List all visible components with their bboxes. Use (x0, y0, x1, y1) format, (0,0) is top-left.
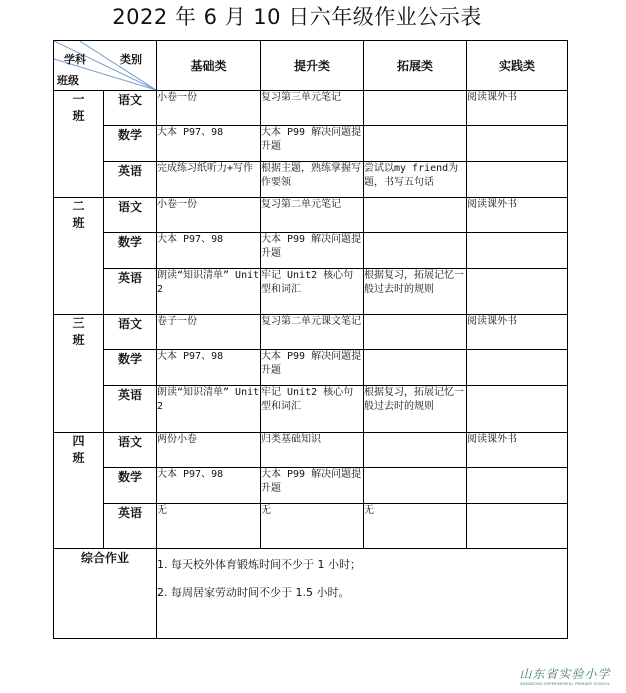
table-row (54, 504, 568, 549)
corner-class-label: 班级 (57, 74, 79, 87)
homework-cell: 复习第二单元笔记 (261, 198, 364, 233)
table-row (54, 162, 568, 198)
homework-cell: 根据主题，熟练掌握写作要领 (261, 162, 364, 198)
homework-cell: 无 (157, 504, 261, 549)
table-row (54, 350, 568, 386)
homework-cell: 阅读课外书 (467, 433, 568, 468)
homework-cell: 牢记 Unit2 核心句型和词汇 (261, 269, 364, 315)
subject-cell: 语文 (104, 315, 157, 350)
homework-cell (364, 433, 467, 468)
table-row (54, 126, 568, 162)
school-logo-english: SHANDONG EXPERIMENTAL PRIMARY SCHOOL (520, 682, 610, 686)
homework-cell (364, 315, 467, 350)
subject-cell: 英语 (104, 386, 157, 433)
homework-cell (467, 233, 568, 269)
homework-cell (467, 386, 568, 433)
homework-cell: 归类基础知识 (261, 433, 364, 468)
class-name-cell (54, 91, 104, 198)
homework-cell (364, 91, 467, 126)
homework-cell (364, 126, 467, 162)
school-logo-name: 山东省实验小学 (519, 667, 611, 681)
homework-cell (467, 162, 568, 198)
homework-cell: 阅读课外书 (467, 91, 568, 126)
table-row (54, 91, 568, 126)
subject-cell: 数学 (104, 350, 157, 386)
subject-cell: 数学 (104, 233, 157, 269)
column-header-basic: 基础类 (157, 41, 261, 91)
homework-cell: 阅读课外书 (467, 315, 568, 350)
homework-cell: 大本 P97、98 (157, 233, 261, 269)
class-name-cell (54, 433, 104, 549)
subject-cell: 语文 (104, 91, 157, 126)
homework-cell: 完成练习纸听力+写作 (157, 162, 261, 198)
homework-cell (467, 504, 568, 549)
column-header-advance: 提升类 (261, 41, 364, 91)
table-row (54, 233, 568, 269)
homework-cell (467, 269, 568, 315)
homework-cell: 大本 P99 解决问题提升题 (261, 233, 364, 269)
table-row (54, 433, 568, 468)
table-body (54, 91, 568, 639)
table-row (54, 269, 568, 315)
homework-cell: 大本 P99 解决问题提升题 (261, 350, 364, 386)
class-name: 四班 (72, 434, 85, 465)
homework-cell: 卷子一份 (157, 315, 261, 350)
corner-header-cell (54, 41, 157, 91)
homework-cell (467, 350, 568, 386)
subject-cell: 语文 (104, 433, 157, 468)
homework-cell: 牢记 Unit2 核心句型和词汇 (261, 386, 364, 433)
homework-cell: 小卷一份 (157, 91, 261, 126)
subject-cell: 语文 (104, 198, 157, 233)
homework-cell: 大本 P97、98 (157, 468, 261, 504)
class-name: 一班 (72, 92, 85, 123)
homework-cell: 尝试以my friend为题，书写五句话 (364, 162, 467, 198)
homework-cell (364, 233, 467, 269)
homework-cell: 两份小卷 (157, 433, 261, 468)
class-name: 三班 (72, 316, 85, 347)
column-header-extension: 拓展类 (364, 41, 467, 91)
homework-table (53, 40, 568, 639)
class-name-cell (54, 315, 104, 433)
homework-cell: 阅读课外书 (467, 198, 568, 233)
table-row (54, 468, 568, 504)
class-name-cell (54, 198, 104, 315)
summary-row (54, 549, 568, 639)
homework-cell (467, 468, 568, 504)
summary-content (157, 549, 568, 639)
homework-cell: 大本 P97、98 (157, 126, 261, 162)
homework-cell: 大本 P97、98 (157, 350, 261, 386)
homework-cell: 朗读“知识清单” Unit 2 (157, 269, 261, 315)
homework-cell: 复习第二单元课文笔记 (261, 315, 364, 350)
homework-cell: 无 (364, 504, 467, 549)
page-title: 2022 年 6 月 10 日六年级作业公示表 (112, 5, 482, 29)
column-header-practice: 实践类 (467, 41, 568, 91)
school-logo (506, 667, 624, 687)
summary-item: 2. 每周居家劳动时间不少于 1.5 小时。 (157, 586, 350, 599)
subject-cell: 英语 (104, 504, 157, 549)
homework-cell: 根据复习，拓展记忆一般过去时的规则 (364, 269, 467, 315)
corner-category-label: 类别 (120, 53, 142, 66)
homework-cell (364, 468, 467, 504)
homework-cell: 大本 P99 解决问题提升题 (261, 126, 364, 162)
homework-cell: 朗读“知识清单” Unit 2 (157, 386, 261, 433)
summary-item: 1. 每天校外体育锻炼时间不少于 1 小时； (157, 558, 361, 571)
homework-cell: 根据复习，拓展记忆一般过去时的规则 (364, 386, 467, 433)
subject-cell: 英语 (104, 269, 157, 315)
homework-cell: 无 (261, 504, 364, 549)
homework-cell (364, 198, 467, 233)
subject-cell: 数学 (104, 468, 157, 504)
table-row (54, 315, 568, 350)
table-row (54, 198, 568, 233)
homework-cell (467, 126, 568, 162)
summary-label: 综合作业 (54, 549, 157, 639)
homework-cell: 大本 P99 解决问题提升题 (261, 468, 364, 504)
header-row (54, 41, 568, 91)
homework-cell: 复习第三单元笔记 (261, 91, 364, 126)
table-row (54, 386, 568, 433)
subject-cell: 英语 (104, 162, 157, 198)
homework-cell (364, 350, 467, 386)
class-name: 二班 (72, 199, 85, 230)
subject-cell: 数学 (104, 126, 157, 162)
corner-subject-label: 学科 (64, 53, 86, 66)
homework-cell: 小卷一份 (157, 198, 261, 233)
